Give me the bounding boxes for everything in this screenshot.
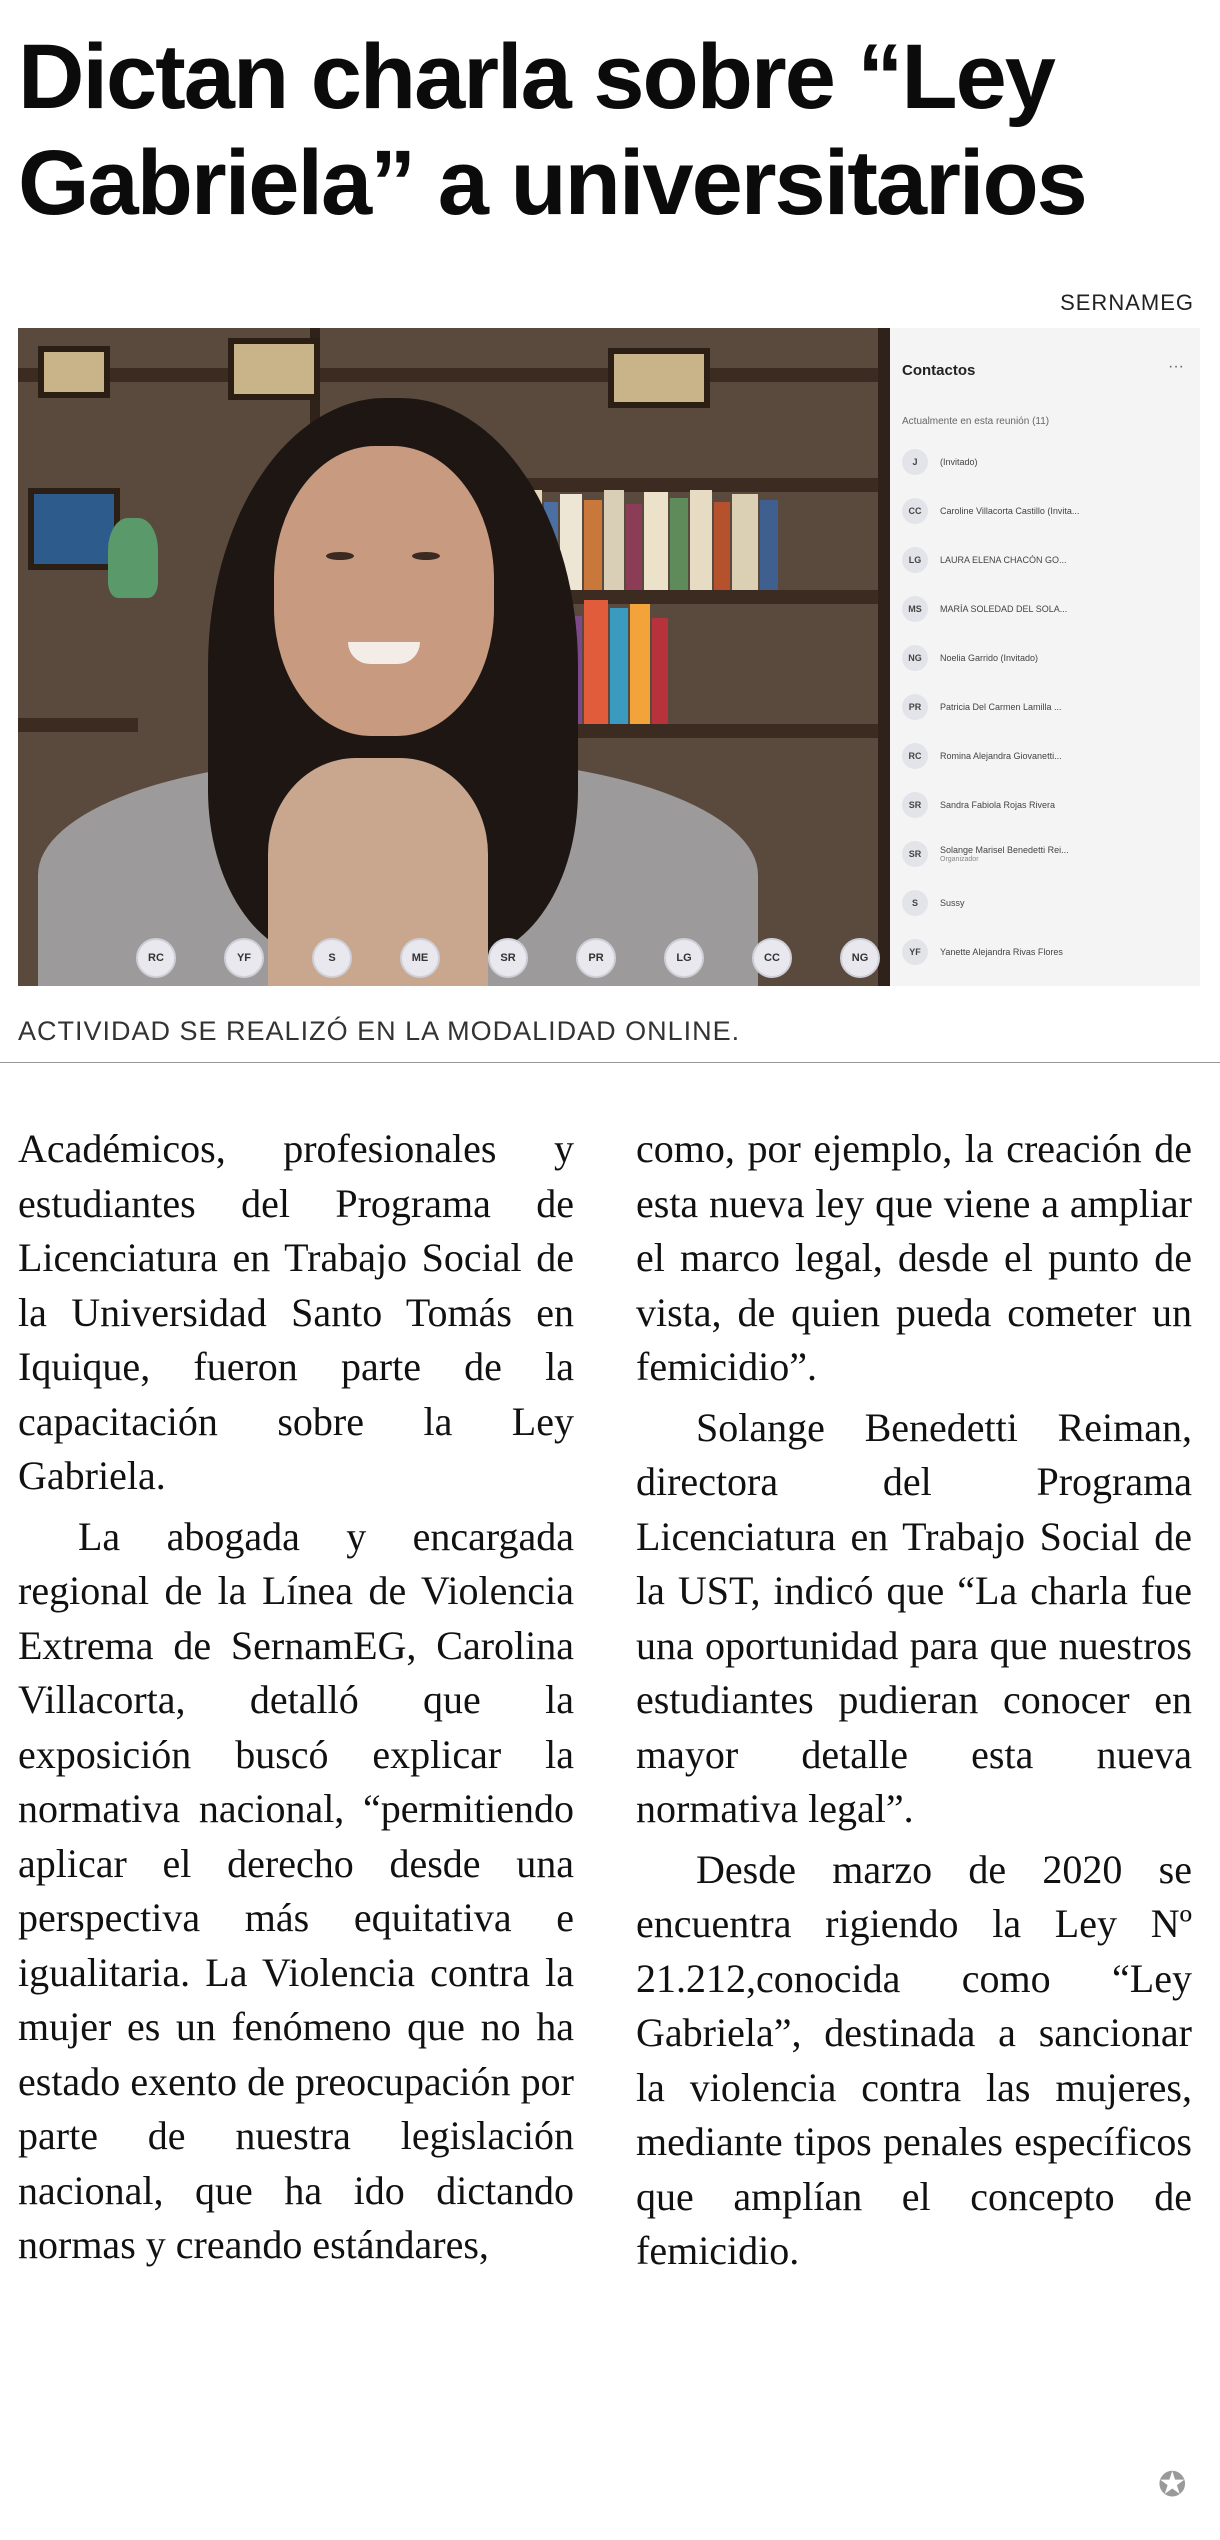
contact-name: Romina Alejandra Giovanetti... (940, 751, 1062, 761)
contact-avatar: PR (902, 694, 928, 720)
contact-avatar: SR (902, 841, 928, 867)
participant-avatar: NG (840, 938, 880, 978)
contact-avatar: SR (902, 792, 928, 818)
paragraph: La abogada y encargada regional de la Línea de Violencia Extrema de SernamEG, Carolina Villacorta, detalló que la exposición buscó explicar la normativa nacional, “permitiendo aplicar el derecho desde una perspectiva más equitativa e igualitaria. La Violencia contra la mujer es un fenómeno que no ha estado exento de preocupación por parte de nuestra legislación nacional, que ha ido dictando normas y creando estándares, (18, 1513, 574, 2267)
meeting-count: Actualmente en esta reunión (11) (902, 416, 1050, 427)
contact-name: Caroline Villacorta Castillo (Invita... (940, 506, 1080, 516)
paragraph: Académicos, profesionales y estudiantes del Programa de Licenciatura en Trabajo Social de la Universidad Santo Tomás en Iquique, fueron parte de la capacitación sobre la Ley Gabriela. (18, 1126, 574, 1498)
contact-avatar: LG (902, 547, 928, 573)
contact-item[interactable] (902, 836, 1194, 872)
participant-avatar: S (312, 938, 352, 978)
contact-avatar: CC (902, 498, 928, 524)
contact-item[interactable] (902, 738, 1194, 774)
paragraph: como, por ejemplo, la creación de esta nueva ley que viene a ampliar el marco legal, desde el punto de vista, de quien pueda cometer un femicidio”. (636, 1126, 1192, 1389)
source-credit: SERNAMEG (1060, 290, 1194, 315)
contact-avatar: RC (902, 743, 928, 769)
video-call-photo (18, 328, 1200, 986)
contact-item[interactable] (902, 787, 1194, 823)
participant-avatar: YF (224, 938, 264, 978)
contact-name: MARÍA SOLEDAD DEL SOLA... (940, 604, 1068, 614)
left-column (18, 1122, 574, 2273)
contact-name: Patricia Del Carmen Lamilla ... (940, 702, 1062, 712)
contact-avatar: YF (902, 939, 928, 965)
contact-avatar: S (902, 890, 928, 916)
contact-name: LAURA ELENA CHACÓN GO... (940, 555, 1067, 565)
headline: Dictan charla sobre “Ley Gabriela” a universitarios (18, 26, 1086, 234)
contact-avatar: NG (902, 645, 928, 671)
person-face (274, 446, 494, 736)
participant-avatar: RC (136, 938, 176, 978)
contact-item[interactable] (902, 542, 1194, 578)
contact-avatar: MS (902, 596, 928, 622)
participant-avatar: LG (664, 938, 704, 978)
contacts-title: Contactos (902, 362, 976, 379)
contact-item[interactable] (902, 640, 1194, 676)
contact-name: Sandra Fabiola Rojas Rivera (940, 800, 1056, 810)
contact-name: Noelia Garrido (Invitado) (940, 653, 1039, 663)
contact-item[interactable] (902, 934, 1194, 970)
contact-item[interactable] (902, 689, 1194, 725)
participant-avatar-strip (136, 938, 896, 978)
caption-divider (0, 1062, 1220, 1063)
contact-avatar: J (902, 449, 928, 475)
contact-name: Solange Marisel Benedetti Rei... Organizador (940, 845, 1190, 863)
contact-name: Yanette Alejandra Rivas Flores (940, 947, 1063, 957)
contact-name: (Invitado) (940, 457, 978, 467)
paragraph: Desde marzo de 2020 se encuentra rigiendo la Ley Nº 21.212,conocida como “Ley Gabriela”, destinada a sancionar la violencia contra las mujeres, mediante tipos penales específicos que amplían el concepto de femicidio. (636, 1846, 1192, 2273)
contact-name: Sussy (940, 898, 965, 908)
contact-item[interactable] (902, 591, 1194, 627)
more-options-icon[interactable]: ··· (1168, 358, 1184, 375)
contact-item[interactable] (902, 493, 1194, 529)
contact-role: Organizador (940, 856, 979, 863)
participant-avatar: SR (488, 938, 528, 978)
end-mark-icon: ✪ (1158, 2465, 1187, 2505)
participant-avatar: ME (400, 938, 440, 978)
contact-item[interactable] (902, 885, 1194, 921)
contacts-sidebar (890, 328, 1200, 986)
right-column (636, 1122, 1192, 2279)
paragraph: Solange Benedetti Reiman, directora del Programa Licenciatura en Trabajo Social de la UST, indicó que “La charla fue una oportunidad para que nuestros estudiantes pudieran conocer en mayor detalle esta nueva normativa legal”. (636, 1404, 1192, 1831)
photo-caption: ACTIVIDAD SE REALIZÓ EN LA MODALIDAD ONLINE. (18, 1016, 741, 1046)
participant-avatar: CC (752, 938, 792, 978)
contact-item[interactable] (902, 444, 1194, 480)
participant-avatar: PR (576, 938, 616, 978)
